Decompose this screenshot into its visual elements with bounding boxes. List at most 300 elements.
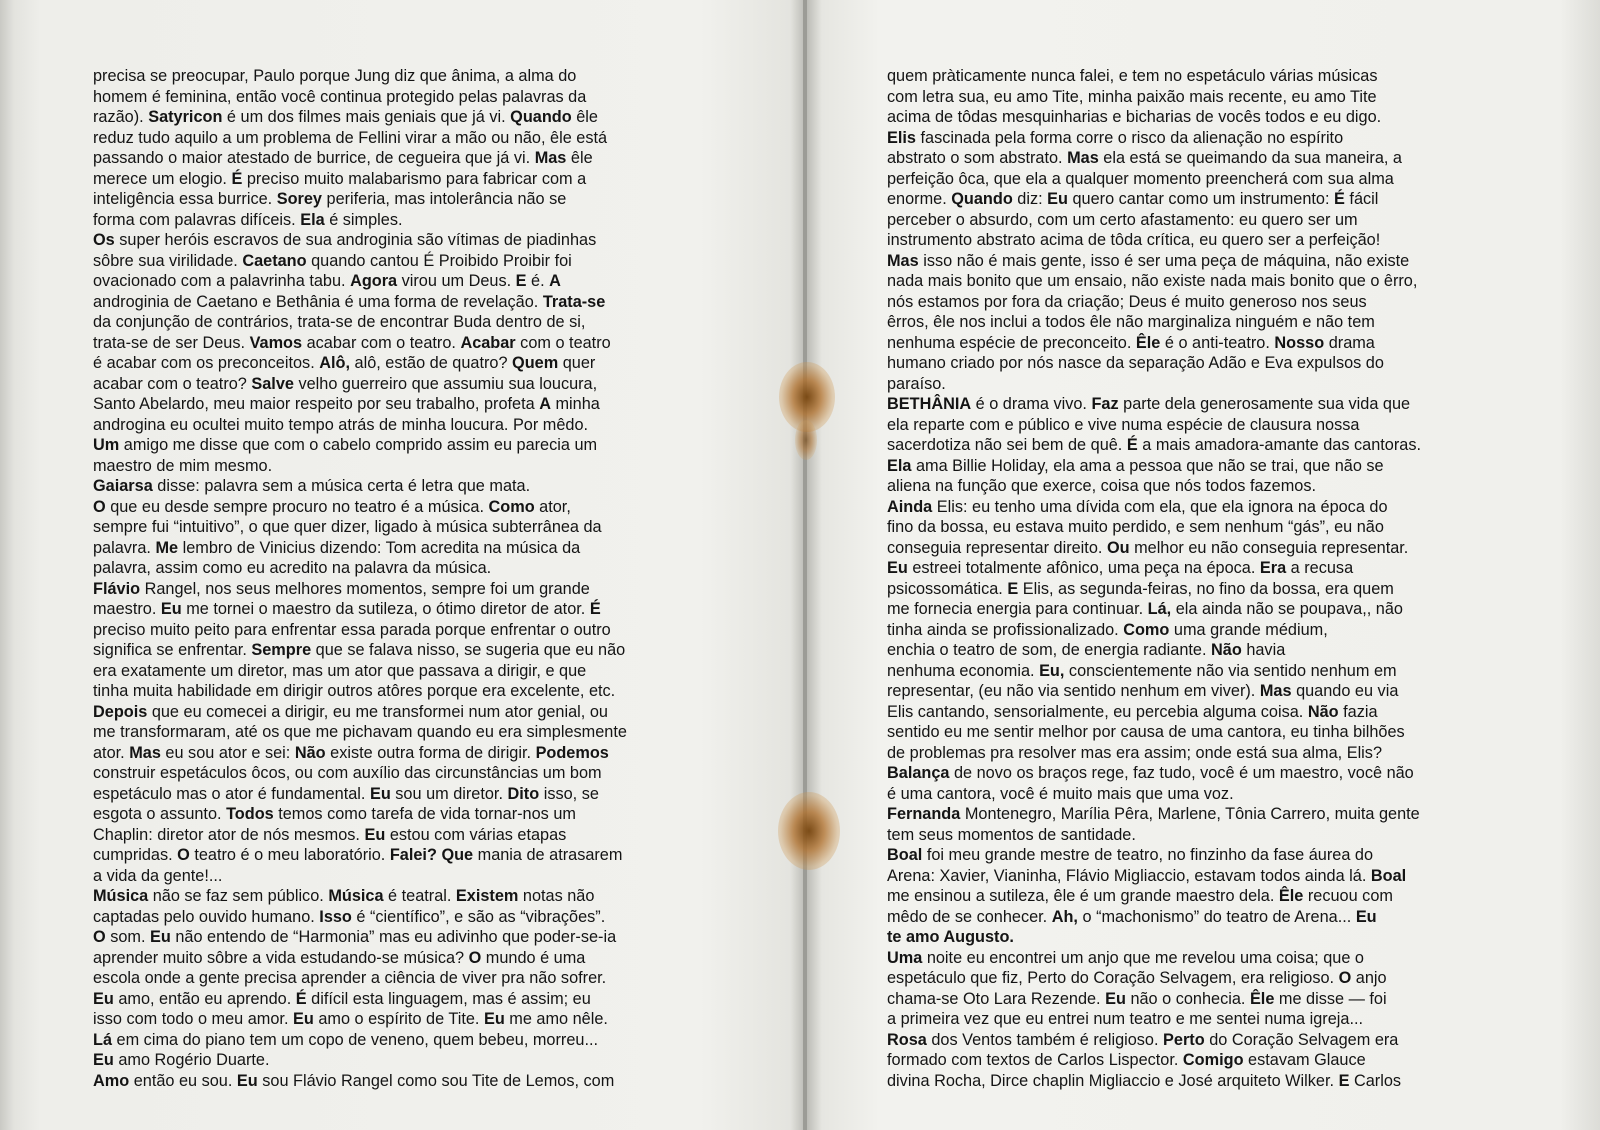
- left-page-line: [93, 722, 738, 743]
- text-run: humano criado por nós nasce da separação Adão e Eva expulsos do: [887, 354, 1384, 372]
- text-run: dos Ventos também é religioso.: [926, 1030, 1164, 1049]
- text-run: paraíso.: [887, 374, 946, 393]
- text-run: não se faz sem público.: [148, 887, 329, 905]
- text-run: chama-se Oto Lara Rezende.: [887, 989, 1106, 1008]
- bold-run: Fernanda: [887, 805, 961, 823]
- text-run: inteligência essa burrice.: [93, 190, 277, 208]
- text-run: preciso muito malabarismo para fabricar com a: [242, 169, 587, 188]
- text-run: tinha ainda se profissionalizado.: [887, 620, 1124, 639]
- text-run: parte dela generosamente sua vida que: [1118, 395, 1411, 413]
- text-run: ama Billie Holiday, ela ama a pessoa que não se trai, que não se: [911, 456, 1384, 475]
- text-run: estou com várias etapas: [385, 825, 567, 844]
- text-run: Elis: eu tenho uma dívida com ela, que ela ignora na época do: [932, 497, 1388, 516]
- text-run: reduz tudo aquilo a um problema de Fellini virar a mão ou não, êle está: [93, 128, 608, 147]
- text-run: Elis cantando, sensorialmente, eu percebia alguma coisa.: [887, 702, 1308, 721]
- bold-run: Flávio: [93, 579, 141, 598]
- bold-run: Eu: [150, 928, 171, 946]
- right-page-line: [887, 907, 1537, 928]
- text-run: androginia de Caetano e Bethânia é uma forma de revelação.: [93, 292, 543, 311]
- text-run: drama: [1324, 333, 1375, 352]
- text-run: me fornecia energia para continuar.: [887, 600, 1148, 618]
- bold-run: Eu: [160, 600, 182, 618]
- left-page-line: [93, 743, 738, 764]
- text-run: o “machonismo” do teatro de Arena...: [1077, 907, 1356, 926]
- text-run: Montenegro, Marília Pêra, Marlene, Tônia Carrero, muita gente: [960, 805, 1420, 823]
- bold-run: Acabar: [460, 333, 516, 352]
- text-run: a vida da gente!...: [93, 866, 223, 885]
- text-run: conseguia representar direito.: [887, 538, 1107, 557]
- text-run: palavra.: [93, 538, 156, 557]
- text-run: Arena: Xavier, Vianinha, Flávio Migliaccio, estavam todos ainda lá.: [887, 866, 1371, 885]
- text-run: Chaplin: diretor ator de nós mesmos.: [93, 825, 365, 844]
- right-page-line: [887, 927, 1537, 948]
- text-run: amo Rogério Duarte.: [113, 1051, 270, 1069]
- left-page-line: [93, 169, 738, 190]
- text-run: acima de tôdas mesquinharias e bicharias de vocês todos e eu digo.: [887, 108, 1382, 126]
- bold-run: Depois: [93, 702, 148, 721]
- right-page-text: [887, 66, 1537, 1091]
- text-run: sempre fui “intuitivo”, o que quer dizer, ligado à música subterrânea da: [93, 518, 602, 536]
- bold-run: Amo: [93, 1071, 130, 1090]
- left-page-line: [93, 968, 738, 989]
- text-run: palavra, assim como eu acredito na palavra da música.: [93, 559, 492, 577]
- left-page-line: [93, 497, 738, 518]
- bold-run: Existem: [455, 887, 519, 905]
- left-page-line: [93, 251, 738, 272]
- left-page-line: [93, 989, 738, 1010]
- text-run: fascinada pela forma corre o risco da alienação no espírito: [915, 128, 1344, 147]
- right-page-line: [887, 558, 1537, 579]
- bold-run: Sempre: [251, 641, 312, 659]
- text-run: é acabar com os preconceitos.: [93, 354, 320, 372]
- text-run: som.: [105, 928, 151, 946]
- text-run: nada mais bonito que um ensaio, não existe nada mais bonito que o êrro,: [887, 272, 1418, 290]
- right-page-line: [887, 722, 1537, 743]
- left-page-line: [93, 210, 738, 231]
- left-page-line: [93, 866, 738, 887]
- left-page-line: [93, 804, 738, 825]
- text-run: ela ainda não se poupava,, não: [1171, 600, 1403, 618]
- text-run: aprender muito sôbre a vida estudando-se música?: [93, 948, 469, 967]
- bold-run: Ela: [300, 210, 325, 229]
- bold-run: Eu: [369, 784, 391, 803]
- right-page-line: [887, 661, 1537, 682]
- text-run: nenhuma economia.: [887, 661, 1040, 680]
- text-run: Elis, as segunda-feiras, no fino da bossa, era quem: [1018, 579, 1394, 598]
- right-page-line: [887, 886, 1537, 907]
- left-page-line: [93, 1050, 738, 1071]
- text-run: tinha muita habilidade em dirigir outros atôres porque era excelente, etc.: [93, 682, 616, 700]
- right-page-line: [887, 517, 1537, 538]
- text-run: fácil: [1344, 190, 1379, 208]
- bold-run: Boal: [887, 846, 923, 864]
- right-page-line: [887, 128, 1537, 149]
- text-run: conscientemente não via sentido nenhum em: [1064, 661, 1397, 680]
- right-page-line: [887, 497, 1537, 518]
- stain-lower: [778, 792, 840, 870]
- left-page-line: [93, 1009, 738, 1030]
- text-run: construir espetáculos ôcos, ou com auxílio das circunstâncias um bom: [93, 764, 602, 782]
- text-run: é um dos filmes mais geniais que já vi.: [222, 108, 511, 126]
- text-run: quando cantou É Proibido Proibir foi: [306, 251, 572, 270]
- right-page-line: [887, 948, 1537, 969]
- text-run: trata-se de ser Deus.: [93, 333, 250, 352]
- left-page-line: [93, 230, 738, 251]
- text-run: me disse — foi: [1274, 989, 1387, 1008]
- text-run: fino da bossa, eu estava muito perdido, e sem nenhum “gás”, eu não: [887, 518, 1384, 536]
- text-run: significa se enfrentar.: [93, 641, 252, 659]
- text-run: uma grande médium,: [1169, 620, 1328, 639]
- right-page-line: [887, 681, 1537, 702]
- bold-run: Eu: [1047, 190, 1068, 208]
- text-run: recuou com: [1303, 887, 1393, 905]
- text-run: a primeira vez que eu entrei num teatro e me sentei numa igreja...: [887, 1010, 1364, 1028]
- bold-run: te amo Augusto.: [887, 928, 1014, 946]
- text-run: é simples.: [324, 210, 403, 229]
- right-page-line: [887, 1050, 1537, 1071]
- bold-run: Quando: [510, 108, 572, 126]
- text-run: teatro é o meu laboratório.: [189, 846, 390, 864]
- right-page-line: [887, 251, 1537, 272]
- text-run: a mais amadora-amante das cantoras.: [1137, 436, 1421, 454]
- right-page-line: [887, 866, 1537, 887]
- left-page-line: [93, 107, 738, 128]
- text-run: noite eu encontrei um anjo que me revelou uma coisa; que o: [922, 948, 1364, 967]
- text-run: notas não: [518, 887, 595, 905]
- right-page-line: [887, 1030, 1537, 1051]
- left-page-line: [93, 1071, 738, 1092]
- bold-run: Mas: [534, 149, 567, 167]
- text-run: instrumento abstrato acima de tôda crítica, eu quero ser a perfeição!: [887, 231, 1381, 249]
- bold-run: Uma: [887, 948, 923, 967]
- text-run: de novo os braços rege, faz tudo, você é um maestro, você não: [949, 764, 1414, 782]
- right-page-line: [887, 1071, 1537, 1092]
- text-run: com o teatro: [515, 333, 611, 352]
- left-page-line: [93, 661, 738, 682]
- text-run: que se falava nisso, se sugeria que eu não: [311, 641, 626, 659]
- bold-run: Gaiarsa: [93, 477, 153, 495]
- text-run: tem seus momentos de santidade.: [887, 825, 1136, 844]
- text-run: amigo me disse que com o cabelo comprido assim eu parecia um: [119, 436, 598, 454]
- bold-run: Eu: [293, 1010, 314, 1028]
- text-run: espetáculo mas o ator é fundamental.: [93, 784, 370, 803]
- text-run: do Coração Selvagem era: [1204, 1030, 1399, 1049]
- right-page-line: [887, 148, 1537, 169]
- bold-run: Nosso: [1274, 333, 1325, 352]
- left-page-line: [93, 312, 738, 333]
- text-run: a recusa: [1286, 559, 1354, 577]
- bold-run: Trata-se: [542, 292, 606, 311]
- text-run: mundo é uma: [481, 948, 586, 967]
- text-run: super heróis escravos de sua androginia são vítimas de piadinhas: [114, 231, 597, 249]
- text-run: isso não é mais gente, isso é ser uma peça de máquina, não existe: [918, 251, 1410, 270]
- bold-run: Mas: [1067, 149, 1099, 167]
- text-run: perceber o absurdo, com um certo afastamento: eu quero ser um: [887, 210, 1358, 229]
- text-run: me transformaram, até os que me pichavam quando eu era simplesmente: [93, 723, 627, 741]
- bold-run: Um: [93, 436, 120, 454]
- left-page-line: [93, 374, 738, 395]
- text-run: me ensinou a sutileza, êle é um grande maestro dela.: [887, 887, 1279, 905]
- text-run: maestro de mim mesmo.: [93, 456, 273, 475]
- left-page-line: [93, 1030, 738, 1051]
- right-page-line: [887, 845, 1537, 866]
- right-page-line: [887, 743, 1537, 764]
- bold-run: Comigo: [1182, 1051, 1244, 1069]
- text-run: enchia o teatro de som, de energia radiante.: [887, 641, 1212, 659]
- text-run: ela reparte com e público e vive numa espécie de clausura nossa: [887, 415, 1360, 434]
- text-run: me tornei o maestro da sutileza, o ótimo diretor de ator.: [181, 600, 590, 618]
- right-page-line: [887, 292, 1537, 313]
- bold-run: Como: [488, 497, 535, 516]
- left-page-line: [93, 558, 738, 579]
- text-run: quer: [558, 354, 596, 372]
- text-run: não o conhecia.: [1125, 989, 1250, 1008]
- right-page-line: [887, 620, 1537, 641]
- text-run: que eu desde sempre procuro no teatro é a música.: [105, 497, 489, 516]
- text-run: quando eu via: [1291, 682, 1399, 700]
- text-run: ator.: [93, 743, 130, 762]
- text-run: virou um Deus.: [397, 272, 516, 290]
- left-page-line: [93, 784, 738, 805]
- text-run: velho guerreiro que assumiu sua loucura,: [293, 374, 598, 393]
- right-page-line: [887, 784, 1537, 805]
- text-run: amo, então eu aprendo.: [113, 989, 296, 1008]
- stain-upper-drip: [795, 420, 817, 460]
- bold-run: Quando: [951, 190, 1013, 208]
- bold-run: Isso: [319, 907, 352, 926]
- text-run: é “científico”, e são as “vibrações”.: [351, 907, 606, 926]
- text-run: de problemas pra resolver mas era assim; onde está sua alma, Elis?: [887, 743, 1382, 762]
- text-run: cumpridas.: [93, 846, 178, 864]
- text-run: lembro de Vinicius dizendo: Tom acredita na música da: [178, 538, 581, 557]
- text-run: isso com todo o meu amor.: [93, 1010, 293, 1028]
- bold-run: Alô,: [319, 354, 350, 372]
- right-page-line: [887, 415, 1537, 436]
- right-page-line: [887, 210, 1537, 231]
- bold-run: Salve: [251, 374, 294, 393]
- bold-run: Vamos: [249, 333, 303, 352]
- text-run: amo o espírito de Tite.: [313, 1010, 484, 1028]
- text-run: precisa se preocupar, Paulo porque Jung diz que ânima, a alma do: [93, 67, 577, 85]
- bold-run: Mas: [887, 251, 919, 270]
- text-run: minha: [550, 395, 600, 413]
- text-run: não entendo de “Harmonia” mas eu adivinho que poder-se-ia: [170, 928, 617, 946]
- text-run: quero cantar como um instrumento:: [1067, 190, 1335, 208]
- bold-run: Ah,: [1051, 907, 1078, 926]
- right-page-line: [887, 87, 1537, 108]
- bold-run: Eu: [236, 1071, 258, 1090]
- bold-run: Sorey: [276, 190, 322, 208]
- left-page-line: [93, 353, 738, 374]
- text-run: me amo nêle.: [504, 1010, 608, 1028]
- text-run: escola onde a gente precisa aprender a ciência de viver pra não sofrer.: [93, 969, 607, 987]
- text-run: sou um diretor.: [390, 784, 508, 803]
- text-run: sacerdotiza não sei bem de quê.: [887, 436, 1127, 454]
- bold-run: Elis: [887, 128, 916, 147]
- right-page-line: [887, 1009, 1537, 1030]
- right-page-line: [887, 230, 1537, 251]
- text-run: eu sou ator e sei:: [160, 743, 295, 762]
- right-page-line: [887, 169, 1537, 190]
- right-page-line: [887, 456, 1537, 477]
- bold-run: Não: [1211, 641, 1242, 659]
- text-run: preciso muito peito para enfrentar essa parada porque enfrentar o outro: [93, 620, 611, 639]
- right-page-line: [887, 476, 1537, 497]
- right-page-line: [887, 804, 1537, 825]
- bold-run: Lá: [93, 1030, 113, 1049]
- right-page-line: [887, 394, 1537, 415]
- bold-run: Eu: [887, 559, 908, 577]
- text-run: é.: [526, 272, 550, 290]
- bold-run: Dito: [507, 784, 540, 803]
- left-page-line: [93, 66, 738, 87]
- left-page-line: [93, 620, 738, 641]
- bold-run: Boal: [1370, 866, 1407, 885]
- bold-run: Que: [441, 846, 474, 864]
- bold-run: Lá,: [1147, 600, 1172, 618]
- text-run: divina Rocha, Dirce chaplin Migliaccio e José arquiteto Wilker.: [887, 1071, 1339, 1090]
- text-run: é uma cantora, você é muito mais que uma voz.: [887, 784, 1234, 803]
- right-page-line: [887, 763, 1537, 784]
- bold-run: Êle: [1135, 333, 1161, 352]
- bold-run: Eu,: [1039, 661, 1065, 680]
- bold-run: Podemos: [535, 743, 609, 762]
- text-run: existe outra forma de dirigir.: [325, 743, 536, 762]
- text-run: enorme.: [887, 190, 952, 208]
- text-run: é teatral.: [383, 887, 456, 905]
- left-page-line: [93, 333, 738, 354]
- left-page-line: [93, 394, 738, 415]
- left-page-line: [93, 948, 738, 969]
- bold-run: O: [93, 928, 106, 946]
- bold-run: O: [1338, 969, 1352, 987]
- left-page-line: [93, 907, 738, 928]
- left-page-line: [93, 128, 738, 149]
- left-page-line: [93, 927, 738, 948]
- bold-run: É: [1334, 190, 1345, 208]
- left-page-line: [93, 845, 738, 866]
- text-run: êle: [571, 108, 598, 126]
- left-page-line: [93, 148, 738, 169]
- left-page-line: [93, 435, 738, 456]
- text-run: abstrato o som abstrato.: [887, 149, 1068, 167]
- text-run: foi meu grande mestre de teatro, no finzinho da fase áurea do: [922, 846, 1374, 864]
- text-run: acabar com o teatro.: [302, 333, 461, 352]
- text-run: espetáculo que fiz, Perto do Coração Selvagem, era religioso.: [887, 969, 1339, 987]
- left-page-line: [93, 763, 738, 784]
- text-run: era exatamente um diretor, mas um ator que passava a dirigir, e que: [93, 661, 587, 680]
- bold-run: Todos: [226, 805, 274, 823]
- book-spine: [803, 0, 807, 1130]
- text-run: ela está se queimando da sua maneira, a: [1098, 149, 1402, 167]
- text-run: estreei totalmente afônico, uma peça na época.: [907, 559, 1260, 577]
- bold-run: Os: [93, 231, 115, 249]
- bold-run: É: [295, 989, 307, 1008]
- text-run: passando o maior atestado de burrice, de cegueira que já vi.: [93, 149, 535, 167]
- bold-run: Mas: [129, 743, 161, 762]
- text-run: aliena na função que exerce, coisa que nós todos fazemos.: [887, 477, 1317, 495]
- text-run: êle: [566, 149, 593, 167]
- bold-run: Balança: [887, 764, 950, 782]
- bold-run: Eu: [483, 1010, 505, 1028]
- text-run: representar, (eu não via sentido nenhum em viver).: [887, 682, 1260, 700]
- left-page-line: [93, 825, 738, 846]
- text-run: nós estamos por fora da criação; Deus é muito generoso nos seus: [887, 292, 1367, 311]
- bold-run: Perto: [1163, 1030, 1205, 1049]
- bold-run: Mas: [1259, 682, 1292, 700]
- right-page-line: [887, 702, 1537, 723]
- text-run: forma com palavras difíceis.: [93, 210, 301, 229]
- text-run: maestro.: [93, 600, 161, 618]
- bold-run: Música: [93, 887, 149, 905]
- left-page-line: [93, 456, 738, 477]
- text-run: isso, se: [539, 784, 599, 803]
- right-page-line: [887, 374, 1537, 395]
- left-page-line: [93, 538, 738, 559]
- bold-run: E: [1338, 1071, 1350, 1090]
- text-run: Carlos: [1349, 1071, 1402, 1090]
- right-page-line: [887, 353, 1537, 374]
- bold-run: Agora: [350, 272, 398, 290]
- bold-run: Música: [328, 887, 384, 905]
- bold-run: Eu: [364, 825, 386, 844]
- text-run: periferia, mas intolerância não se: [321, 190, 567, 208]
- bold-run: Êle: [1278, 887, 1304, 905]
- bold-run: Me: [155, 538, 179, 557]
- text-run: psicossomática.: [887, 579, 1008, 598]
- bold-run: Caetano: [242, 251, 307, 270]
- left-page-line: [93, 271, 738, 292]
- bold-run: Falei?: [389, 846, 437, 864]
- bold-run: Faz: [1091, 395, 1119, 413]
- bold-run: É: [231, 169, 243, 188]
- text-run: quem pràticamente nunca falei, e tem no espetáculo várias músicas: [887, 67, 1378, 85]
- bold-run: Êle: [1249, 989, 1275, 1008]
- left-page-line: [93, 87, 738, 108]
- right-page-line: [887, 333, 1537, 354]
- text-run: êrros, êle nos inclui a todos êle não marginaliza ninguém e não tem: [887, 313, 1375, 331]
- left-page-line: [93, 517, 738, 538]
- right-page-line: [887, 271, 1537, 292]
- bold-run: Como: [1123, 620, 1170, 639]
- text-run: Santo Abelardo, meu maior respeito por seu trabalho, profeta: [93, 395, 540, 413]
- text-run: temos como tarefa de vida tornar-nos um: [273, 805, 576, 823]
- right-page-line: [887, 579, 1537, 600]
- right-page-line: [887, 640, 1537, 661]
- text-run: sou Flávio Rangel como sou Tite de Lemos, com: [257, 1071, 615, 1090]
- right-page-line: [887, 538, 1537, 559]
- right-page-line: [887, 968, 1537, 989]
- text-run: da conjunção de contrários, trata-se de encontrar Buda dentro de si,: [93, 313, 586, 331]
- bold-run: O: [177, 846, 190, 864]
- bold-run: Era: [1259, 559, 1287, 577]
- text-run: difícil esta linguagem, mas é assim; eu: [306, 989, 591, 1008]
- bold-run: Quem: [512, 354, 559, 372]
- right-page-line: [887, 189, 1537, 210]
- bold-run: O: [468, 948, 482, 967]
- text-run: havia: [1241, 641, 1286, 659]
- right-page-line: [887, 312, 1537, 333]
- text-run: sentido eu me sentir melhor por causa de uma cantora, eu tinha bilhões: [887, 723, 1405, 741]
- text-run: ovacionado com a palavrinha tabu.: [93, 272, 351, 290]
- right-page-line: [887, 599, 1537, 620]
- text-run: é o anti-teatro.: [1160, 333, 1275, 352]
- left-page-line: [93, 476, 738, 497]
- bold-run: Ou: [1106, 538, 1130, 557]
- bold-run: E: [1007, 579, 1019, 598]
- text-run: então eu sou.: [129, 1071, 237, 1090]
- bold-run: O: [93, 497, 106, 516]
